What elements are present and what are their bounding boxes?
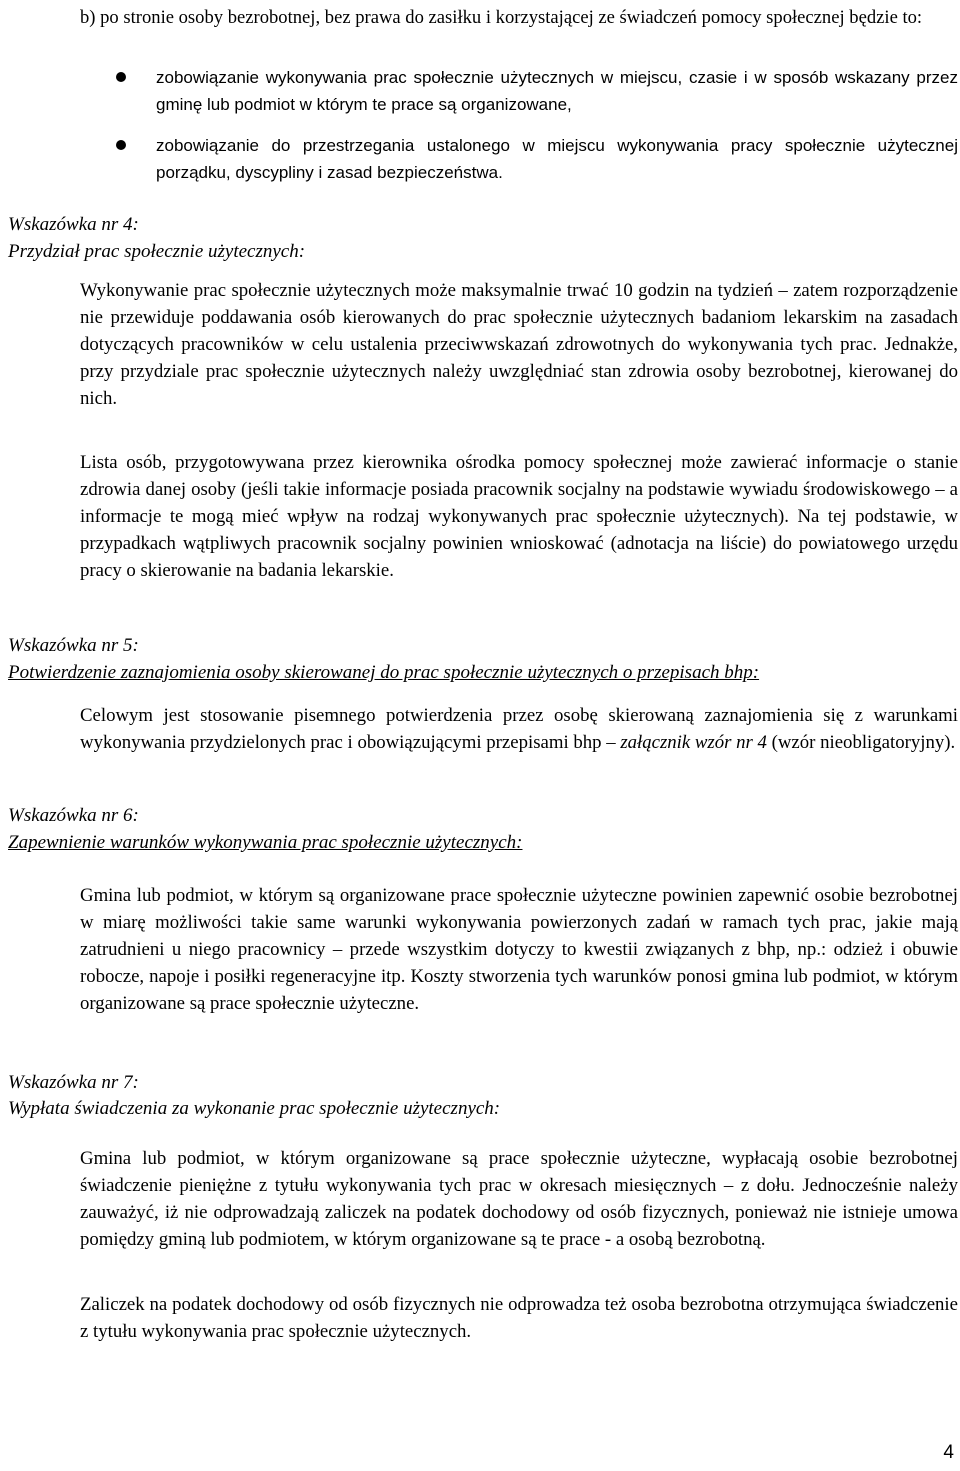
bullet-dot-icon [116, 140, 126, 150]
hint-4-paragraph-1: Wykonywanie prac społecznie użytecznych może maksymalnie trwać 10 godzin na tydzień – zatem rozporządzenie nie przewiduje poddawania osób kierowanych do prac społecznie użytecznych badaniom lekarskim na zasadach dotyczących pracowników w celu ustalenia przeciwwskazań zdrowotnych do wykonywania tych prac. Jednakże, przy przydziale prac społecznie użytecznych należy uwzględniać stan zdrowia osoby bezrobotnej, kierowanej do nich. [80, 280, 958, 409]
hint-6-title: Zapewnienie warunków wykonywania prac społecznie użytecznych: [8, 832, 523, 853]
hint-4-label: Wskazówka nr 4: [8, 214, 139, 235]
hint-7-paragraph-1: Gmina lub podmiot, w którym organizowane są prace społecznie użyteczne, wypłacają osobie bezrobotnej świadczenie pieniężne z tytułu wykonywania tych prac w okresach miesięcznych – z dołu. Jednocześnie należy zauważyć, iż nie odprowadzają zaliczek na podatek dochodowy od osób fizycznych, ponieważ nie istnieje umowa pomiędzy gminą lub podmiotem, w którym organizowane są te prace - a osobą bezrobotną. [80, 1148, 958, 1250]
hint-4-title: Przydział prac społecznie użytecznych: [8, 241, 306, 262]
hint-5-title: Potwierdzenie zaznajomienia osoby skierowanej do prac społecznie użytecznych o przepisach bhp: [8, 662, 760, 683]
hint-5-text-b: (wzór nieobligatoryjny). [766, 732, 956, 753]
hint-5-text-a: Celowym jest stosowanie pisemnego potwierdzenia przez osobę skierowaną zaznajomienia się z warunkami wykonywania przydzielonych prac i obowiązującymi przepisami bhp – [80, 705, 958, 753]
hint-5-label: Wskazówka nr 5: [8, 635, 139, 656]
intro-paragraph: b) po stronie osoby bezrobotnej, bez prawa do zasiłku i korzystającej ze świadczeń pomocy społecznej będzie to: [80, 7, 923, 28]
bullet-item: zobowiązanie do przestrzegania ustalonego w miejscu wykonywania pracy społecznie użytecznej porządku, dyscypliny i zasad bezpieczeństwa. [156, 136, 958, 182]
bullet-item: zobowiązanie wykonywania prac społecznie użytecznych w miejscu, czasie i w sposób wskazany przez gminę lub podmiot w którym te prace są organizowane, [156, 68, 958, 114]
attachment-reference: załącznik wzór nr 4 [620, 732, 767, 753]
hint-6-label: Wskazówka nr 6: [8, 805, 139, 826]
hint-7-label: Wskazówka nr 7: [8, 1072, 139, 1093]
hint-5-paragraph-1 [80, 702, 958, 756]
hint-4-paragraph-2: Lista osób, przygotowywana przez kierownika ośrodka pomocy społecznej może zawierać informacje o stanie zdrowia danej osoby (jeśli takie informacje posiada pracownik socjalny na podstawie wywiadu środowiskowego – a informacje te mogą mieć wpływ na rodzaj wykonywanych prac społecznie użytecznych). Na tej podstawie, w przypadkach wątpliwych pracownik socjalny powinien wnioskować (adnotacja na liście) do powiatowego urzędu pracy o skierowanie na badania lekarskie. [80, 452, 958, 581]
bullet-dot-icon [116, 72, 126, 82]
hint-7-paragraph-2: Zaliczek na podatek dochodowy od osób fizycznych nie odprowadza też osoba bezrobotna otrzymująca świadczenie z tytułu wykonywania prac społecznie użytecznych. [80, 1294, 958, 1342]
page-number: 4 [943, 1442, 954, 1463]
hint-7-title: Wypłata świadczenia za wykonanie prac społecznie użytecznych: [8, 1098, 501, 1119]
hint-6-paragraph-1: Gmina lub podmiot, w którym są organizowane prace społecznie użyteczne powinien zapewnić osobie bezrobotnej w miarę możliwości takie same warunki wykonywania powierzonych zadań w ramach tych prac, jakie mają zatrudnieni u niego pracownicy – przede wszystkim dotyczy to kwestii związanych z bhp, np.: odzież i obuwie robocze, napoje i posiłki regeneracyjne itp. Koszty stworzenia tych warunków ponosi gmina lub podmiot, w którym organizowane są prace społecznie użyteczne. [80, 885, 958, 1014]
